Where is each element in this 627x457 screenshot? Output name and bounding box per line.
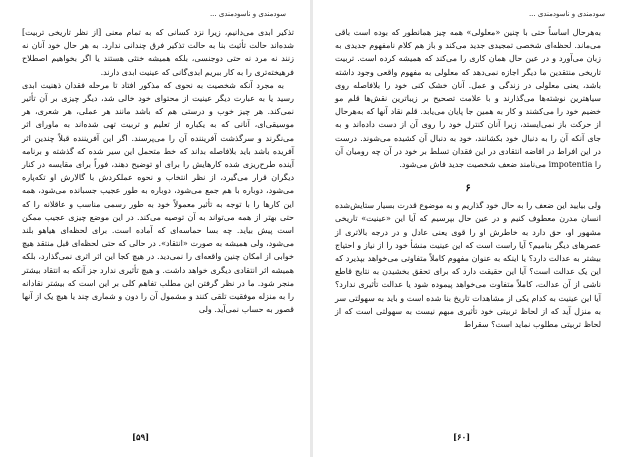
page-body: [335, 26, 601, 331]
running-header: سودمندی و ناسودمندی ...: [209, 10, 286, 18]
paragraph: ولی بیایید این ضعف را به حال خود گذاریم و به موضوع قدرت بسیار ستایش‌شده انسان مدرن معطوف کنیم و در عین حال بپرسیم که آیا این «عینیت» تاریخی مشهور او، حق دارد به خاطرش او را قوی یعنی عادل و در درجه بالاتری از عصرهای دیگر بنامیم؟ آیا راست است که این عینیت منشأ خود را از نیاز و احتیاج بیشتر به عدالت دارد؟ یا اینکه به عنوان مفهوم کاملاً متفاوتی می‌خواهد بپذیرد که این یک عدالت است؟ آیا این حقیقت دارد که برای تحقق بخشیدن به نتایج قاطع ناشی از آن عدالت، کاملاً متفاوت می‌خواهد پیموده شود یا عدالت تأثیری ندارد؟ آیا این عینیت به کدام یکی از مشاهدات تاریخ بنا شده است و باید به سهولتی سر به منزل آید که از لحاظ تربیتی خود تأثیری مبهم نیست به سهولتی است که از لحاظ تربیتی مطلوب نماید است؟ سقراط: [335, 201, 601, 330]
paragraph: تذکیر ابدی می‌دانیم، زیرا نزد کسانی که به تمام معنی [از نظر تاریخی تربیت] شده‌اند حالت تأثیث بنا به حالت تذکیر فرق چندانی ندارد. به هر حال خود آنان نه زنند نه مرد نه حتی دوجنسی، بلکه همیشه خنثی هستند یا اگر بخواهیم اصطلاح فرهیخته‌تری را به کار ببریم ابدی‌گانی که عینیت ابدی دارند.: [22, 28, 294, 77]
running-header: سودمندی و ناسودمندی ...: [528, 10, 605, 18]
right-page: [313, 0, 627, 457]
paragraph: به‌هرحال اساساً حتی با چنین «معلولی» همه چیز همانطور که بوده است باقی می‌ماند. لحظه‌ای شخصی تمجیدی جدید می‌کند و باز هم کلام نامفهوم جدیدی به زبان می‌آورد و در عین حال همان کاری را می‌کند که همیشه کرده است. تربیت تاریخی منتقدین ما دیگر اجازه نمی‌دهد که معلولی به مفهوم واقعی وجود داشته باشد، یعنی معلولی در زندگی و عمل. آنان خشک کنی خود را بلافاصله روی سیاهترین نوشته‌ها می‌گذارند و با علامت تصحیح بر زیباترین نقش‌ها قلم مو خضیم خود را می‌کشند و کار به همین جا پایان می‌یابد. قلم نقاد آنها که به‌هرحال از حرکت باز نمی‌ایستد، زیرا آنان کنترل خود را روی آن از دست داده‌اند و به جای آنکه آن را به دنبال خود بکشانند، خود به دنبال آن کشیده می‌شوند. درست در این افراط در افاضه انتقادی در این فقدان تسلط بر خود در آن چه رومیان آن را impotentia می‌نامند ضعف شخصیت جدید فاش می‌شود.: [335, 28, 601, 170]
page-number: [۶۰]: [453, 433, 471, 443]
section-number: ۶: [465, 183, 471, 195]
left-page: [0, 0, 310, 457]
page-body: [22, 26, 294, 316]
paragraph: به مجرد آنکه شخصیت به نحوی که مذکور افتاد تا مرحله فقدان ذهنیت ابدی رسید یا به عبارت دیگر عینیت از محتوای خود خالی شد، دیگر چیزی بر آن تأثیر نمی‌کند. هر چیز خوب و درستی هم که باشد مانند هر عملی، هر شعری، هر موسیقی‌ای، آنانی که به یکباره از تعلیم و تربیت تهی شده‌اند به ماورای اثر می‌نگرند و سرگذشت آفریننده آن را می‌پرسند. اگر این آفریننده قبلاً چندین اثر آفریده باشد باید بلافاصله بداند که خط متحمل این سیر شده که گذشته و برنامه آینده طرح‌ریزی شده کارهایش را برای او توضیح دهند، فوراً برای مقایسه در کنار دیگران قرار می‌گیرد، از نظر انتخاب و نحوه عملکردش با گالارش او تکه‌پاره می‌شود، دوباره با هم جمع می‌شود، دوباره به طور عجیب جسبانده می‌شود، همه این کارها را با توجه به تأثیر معمولاً خود به طور رسمی مناسب و عاقلانه را که حتی بهتر از همه می‌تواند به آن توصیه می‌کند. در این موضع چیزی عجیب ممکن است پیش بیاید. چه بسا حماسه‌ای که آماده است. برای لحظه‌ای هیاهو بلند می‌شود، ولی همیشه به صورت «انتقاد». در حالی که حتی لحظه‌ای قبل منتقد هیچ خوابی از امکان چنین واقعه‌ای را نمی‌دید. در هیچ کجا این اثر اثری نمی‌گذارد، بلکه همیشه اثر انتقادی دیگری خواهد داشت. و هیچ تأثیری ندارد جز آنکه به انتقاد بیشتر منجر شود. ما در نظر گرفتن این مطلب تفاهم کلی بر این است که بیشتر نقادانه را به منزله موفقیت تلقی کنند و مشمول آن را دون و شماری چند یا هیچ یک از آنها قصور به حساب نمی‌آید. ولی: [22, 80, 294, 315]
page-number: [۵۹]: [132, 433, 150, 443]
